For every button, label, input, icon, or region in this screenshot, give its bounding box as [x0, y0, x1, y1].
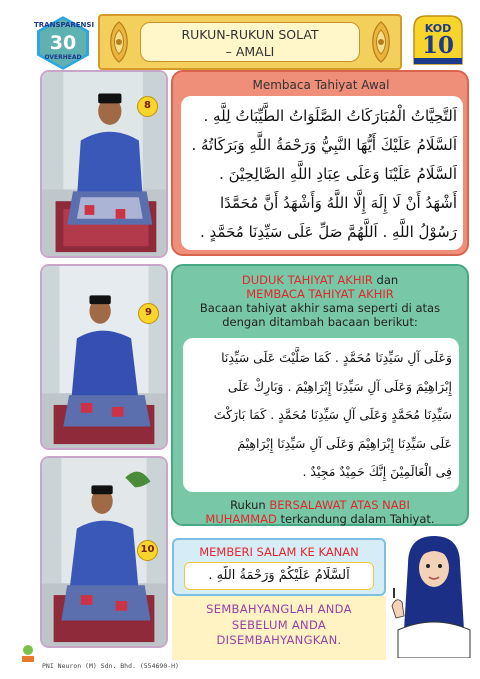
reminder-line: DISEMBAHYANGKAN.	[216, 633, 342, 647]
arabic-line: رَسُوْلُ اللَّهِ . اَللَّهُمَّ صَلِّ عَلَى سَيِّدِنَا مُحَمَّدٍ .	[200, 223, 457, 241]
arabic-text-box	[184, 562, 374, 590]
ornament-left-icon	[104, 20, 134, 64]
kod-label: KOD	[424, 22, 452, 35]
arabic-line: اَلسَّلَامُ عَلَيْكَ أَيُّهَا النَّبِيُّ وَرَحْمَةُ اللَّهِ وَبَرَكَاتُهُ .	[191, 136, 457, 154]
section-heading	[173, 273, 467, 329]
section-tahiyat-akhir	[171, 264, 469, 526]
footnote-text: Rukun	[230, 498, 270, 512]
badge-number: 30	[49, 32, 77, 54]
step-badge-8: 8	[137, 96, 158, 117]
heading-red-text: DUDUK TAHIYAT AKHIR	[241, 273, 373, 287]
badge-bottom-text: OVERHEAD	[44, 54, 82, 61]
badge-top-text: TRANSPARENSI	[34, 21, 95, 29]
reminder-line: SEMBAHYANGLAH ANDA	[206, 602, 352, 616]
reminder-line: SEBELUM ANDA	[231, 617, 327, 632]
arabic-line: إِبْرَاهِيْمَ وَعَلَى آلِ سَيِّدِنَا إِبْرَاهِيْمَ . وَبَارِكْ عَلَى	[227, 378, 452, 394]
step-badge-9: 9	[138, 303, 159, 324]
kod-number: 10	[421, 32, 454, 59]
kod-badge	[410, 14, 466, 66]
section-heading: Membaca Tahiyat Awal	[252, 78, 390, 92]
heading-red-text: MEMBACA TAHIYAT AKHIR	[246, 287, 394, 301]
footnote-red-text: MUHAMMAD	[205, 512, 277, 526]
girl-illustration-icon	[388, 530, 472, 658]
title-band	[98, 14, 402, 70]
arabic-line: وَعَلَى آلِ سَيِّدِنَا مُحَمَّدٍ . كَمَا صَلَّيْتَ عَلَى سَيِّدِنَا	[221, 350, 452, 365]
heading-join-text: dan	[372, 273, 399, 287]
arabic-line: اَلسَّلَامُ عَلَيْنَا وَعَلَى عِبَادِ اللَّهِ الصَّالِحِيْنَ .	[219, 165, 457, 183]
arabic-line: سَيِّدِنَا مُحَمَّدٍ وَعَلَى آلِ سَيِّدِنَا مُحَمَّدٍ . كَمَا بَارَكْتَ	[213, 407, 452, 422]
section-heading: MEMBERI SALAM KE KANAN	[199, 545, 359, 559]
section-tahiyat-awal	[171, 70, 469, 256]
section-footnote	[173, 498, 467, 526]
page-title-line2: – AMALI	[225, 44, 275, 59]
page-title	[140, 22, 360, 62]
section-salam	[172, 538, 386, 596]
page-title-line1: RUKUN-RUKUN SOLAT	[181, 27, 319, 42]
reminder-box	[172, 596, 386, 660]
arabic-line: عَلَى سَيِّدِنَا إِبْرَاهِيْمَ وَعَلَى آلِ سَيِّدِنَا إِبْرَاهِيْمَ	[237, 435, 452, 451]
transparensi-badge	[34, 14, 95, 72]
sitting-figure-icon	[42, 266, 166, 448]
arabic-line: أَشْهَدُ أَنْ لَا إِلَهَ إِلَّا اللَّهُ وَأَشْهَدُ أَنَّ مُحَمَّدًا	[219, 194, 457, 212]
arabic-line: فِى الْعَالَمِيْنَ إِنَّكَ حَمِيْدٌ مَجِيْدٌ .	[302, 464, 452, 479]
arabic-line: اَلسَّلَامُ عَلَيْكُمْ وَرَحْمَةُ اللَّهِ .	[208, 568, 350, 583]
ornament-right-icon	[366, 20, 396, 64]
arabic-text-box	[181, 96, 463, 250]
step-badge-10: 10	[137, 540, 158, 561]
publisher-logo-icon	[18, 642, 38, 666]
footnote-red-text: BERSALAWAT ATAS NABI	[269, 498, 410, 512]
intro-text: dengan ditambah bacaan berikut:	[222, 315, 418, 329]
arabic-line: اَلتَّحِيَّاتُ الْمُبَارَكَاتُ الصَّلَوَاتُ الطَّيِّبَاتُ لِلَّهِ .	[203, 107, 457, 125]
photo-tahiyat-akhir	[40, 264, 168, 450]
arabic-text-box	[183, 338, 459, 492]
footnote-text: terkandung dalam Tahiyat.	[276, 512, 435, 526]
intro-text: Bacaan tahiyat akhir sama seperti di atas	[199, 301, 441, 315]
publisher-footer: PNI Neuron (M) Sdn. Bhd. (554690-H)	[42, 662, 179, 670]
